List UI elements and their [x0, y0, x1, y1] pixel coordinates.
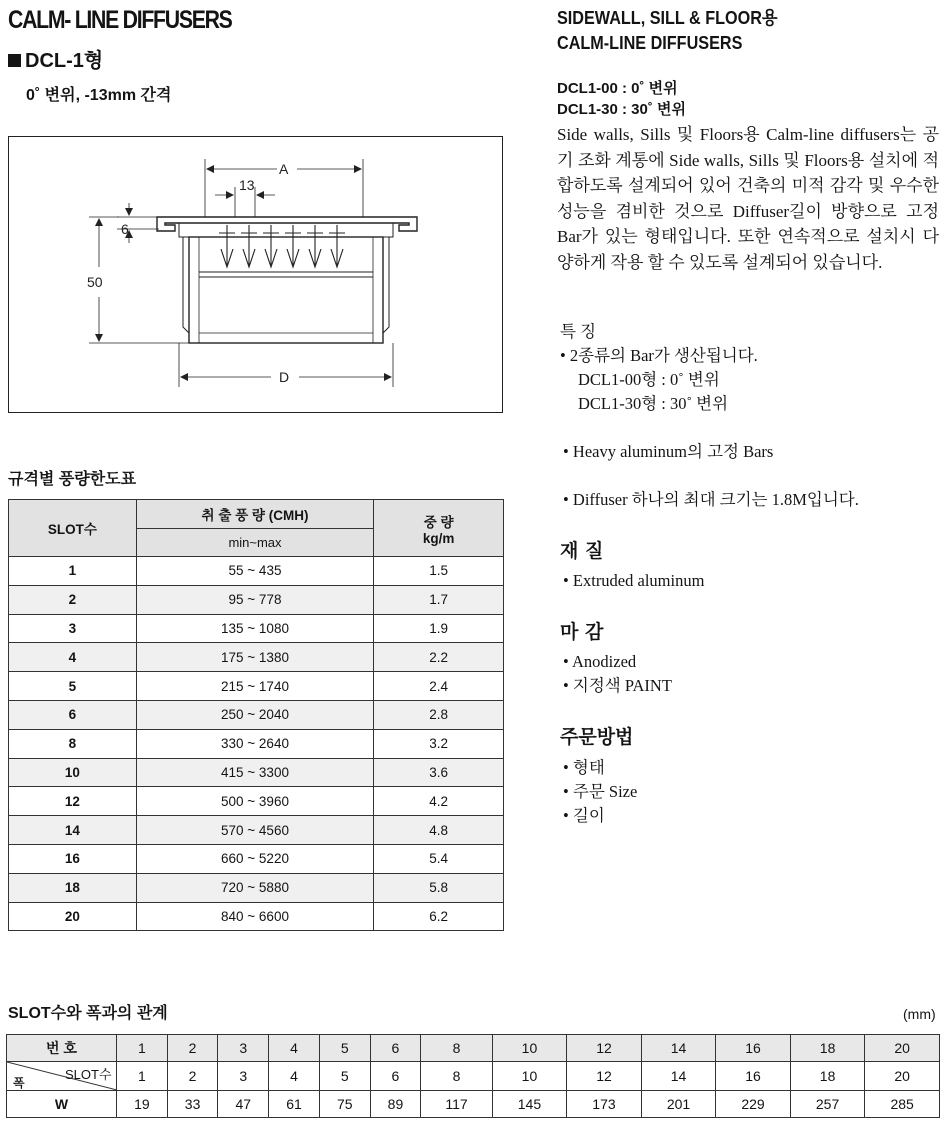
finish-list [563, 650, 672, 698]
width-table-unit: (mm) [903, 1006, 936, 1022]
number-cell: 12 [567, 1035, 642, 1062]
model-label: DCL-1형 [25, 50, 104, 72]
flow-cell: 215 ~ 1740 [136, 672, 374, 701]
table-row [9, 873, 504, 902]
number-cell: 3 [218, 1035, 269, 1062]
weight-cell: 2.2 [374, 643, 504, 672]
weight-cell: 4.2 [374, 787, 504, 816]
width-table [6, 1034, 940, 1118]
slot-count-cell: 4 [269, 1062, 320, 1091]
col-flow-subheader: min~max [136, 529, 374, 557]
width-table-row-number [7, 1035, 940, 1062]
model-30: DCL1-30 : 30˚ 변위 [557, 101, 687, 118]
flow-cell: 660 ~ 5220 [136, 844, 374, 873]
order-shape: • 형태 [563, 758, 605, 777]
width-cell: 285 [865, 1091, 940, 1118]
width-cell: 229 [716, 1091, 791, 1118]
width-table-row-w [7, 1091, 940, 1118]
table-row [9, 700, 504, 729]
slot-count-cell: 10 [492, 1062, 567, 1091]
section-diagram [8, 136, 503, 413]
order-size: • 주문 Size [563, 782, 638, 801]
slot-count-cell: 18 [790, 1062, 865, 1091]
number-cell: 20 [865, 1035, 940, 1062]
width-cell: 145 [492, 1091, 567, 1118]
material-item: • Extruded aluminum [563, 571, 705, 590]
right-title-line1: SIDEWALL, SILL & FLOOR용 [557, 8, 778, 28]
slot-count-cell: 8 [421, 1062, 492, 1091]
description: Side walls, Sills 및 Floors용 Calm-line diffusers는 공기 조화 계통에 Side walls, Sills 및 Floors용 설치에 적합하도록 설계되어 있어 건축의 미적 감각 및 우수한 성능을 겸비한 것으로 Diffuser길이 방향으로 고정 Bar가 있는 형태입니다. 또한 연속적으로 설치시 다양하게 작용 할 수 있도록 설계되어 있습니다. [557, 125, 939, 272]
table-row [9, 758, 504, 787]
width-table-row-slot [7, 1062, 940, 1091]
model-list [557, 78, 686, 120]
weight-cell: 3.6 [374, 758, 504, 787]
weight-cell: 1.5 [374, 557, 504, 586]
material-heading: 재 질 [560, 540, 604, 562]
table-row [9, 557, 504, 586]
width-cell: 47 [218, 1091, 269, 1118]
slot-cell: 3 [9, 614, 137, 643]
label-width: 폭 [13, 1076, 25, 1090]
dim-label-height: 50 [87, 274, 103, 290]
number-cell: 6 [370, 1035, 421, 1062]
flow-cell: 840 ~ 6600 [136, 902, 374, 931]
square-bullet-icon [8, 54, 21, 67]
order-length: • 길이 [563, 806, 605, 825]
flow-cell: 95 ~ 778 [136, 585, 374, 614]
number-cell: 5 [319, 1035, 370, 1062]
weight-cell: 5.4 [374, 844, 504, 873]
weight-cell: 1.9 [374, 614, 504, 643]
flow-table [8, 499, 504, 931]
number-cell: 18 [790, 1035, 865, 1062]
slot-cell: 18 [9, 873, 137, 902]
flow-cell: 415 ~ 3300 [136, 758, 374, 787]
col-weight-header [374, 500, 504, 557]
weight-cell: 1.7 [374, 585, 504, 614]
dim-label-a: A [279, 161, 289, 177]
flow-cell: 175 ~ 1380 [136, 643, 374, 672]
flow-cell: 250 ~ 2040 [136, 700, 374, 729]
weight-cell: 3.2 [374, 729, 504, 758]
weight-cell: 5.8 [374, 873, 504, 902]
features-section [560, 320, 758, 416]
col-slot-header: SLOT수 [9, 500, 137, 557]
col-weight-unit: kg/m [422, 530, 455, 546]
flow-cell: 500 ~ 3960 [136, 787, 374, 816]
table-row [9, 643, 504, 672]
slot-count-cell: 12 [567, 1062, 642, 1091]
width-cell: 173 [567, 1091, 642, 1118]
dim-label-d: D [279, 369, 290, 385]
width-cell: 19 [117, 1091, 168, 1118]
width-cell: 61 [269, 1091, 320, 1118]
table-row [9, 614, 504, 643]
label-slot: SLOT수 [65, 1067, 112, 1082]
slot-count-cell: 5 [319, 1062, 370, 1091]
order-heading: 주문방법 [560, 726, 634, 748]
number-cell: 14 [641, 1035, 716, 1062]
feature-bar-type-30: DCL1-30형 : 30˚ 변위 [578, 394, 729, 413]
order-list [563, 756, 637, 828]
width-cell: 257 [790, 1091, 865, 1118]
flow-table-body [9, 557, 504, 931]
flow-cell: 330 ~ 2640 [136, 729, 374, 758]
width-cell: 33 [167, 1091, 218, 1118]
weight-cell: 2.4 [374, 672, 504, 701]
feature-max-size: • Diffuser 하나의 최대 크기는 1.8M입니다. [563, 490, 859, 509]
flow-cell: 135 ~ 1080 [136, 614, 374, 643]
slot-cell: 2 [9, 585, 137, 614]
number-cell: 16 [716, 1035, 791, 1062]
right-title [557, 6, 778, 56]
model-heading [8, 44, 103, 73]
slot-cell: 8 [9, 729, 137, 758]
slot-cell: 16 [9, 844, 137, 873]
slot-count-cell: 20 [865, 1062, 940, 1091]
finish-heading: 마 감 [560, 621, 604, 643]
number-cell: 8 [421, 1035, 492, 1062]
slot-cell: 4 [9, 643, 137, 672]
table-row [9, 787, 504, 816]
slot-count-cell: 6 [370, 1062, 421, 1091]
slot-cell: 20 [9, 902, 137, 931]
table-row [9, 902, 504, 931]
number-cell: 1 [117, 1035, 168, 1062]
flow-cell: 55 ~ 435 [136, 557, 374, 586]
number-cell: 2 [167, 1035, 218, 1062]
feature-bar-type-00: DCL1-00형 : 0˚ 변위 [578, 370, 720, 389]
flow-cell: 570 ~ 4560 [136, 816, 374, 845]
width-cell: 117 [421, 1091, 492, 1118]
weight-cell: 2.8 [374, 700, 504, 729]
number-cell: 10 [492, 1035, 567, 1062]
width-table-title: SLOT수와 폭과의 관계 [8, 1005, 168, 1022]
right-title-line2: CALM-LINE DIFFUSERS [557, 33, 743, 53]
flow-table-title: 규격별 풍량한도표 [8, 471, 137, 488]
number-cell: 4 [269, 1035, 320, 1062]
slot-cell: 6 [9, 700, 137, 729]
table-row [9, 672, 504, 701]
finish-paint: • 지정색 PAINT [563, 676, 672, 695]
dim-label-lip: 6 [121, 221, 129, 237]
slot-cell: 1 [9, 557, 137, 586]
features-heading: 특 징 [560, 322, 597, 341]
finish-anodized: • Anodized [563, 652, 637, 671]
table-row [9, 729, 504, 758]
slot-count-cell: 14 [641, 1062, 716, 1091]
label-number: 번 호 [7, 1035, 117, 1062]
width-cell: 75 [319, 1091, 370, 1118]
slot-count-cell: 3 [218, 1062, 269, 1091]
table-row [9, 816, 504, 845]
model-00: DCL1-00 : 0˚ 변위 [557, 80, 678, 97]
table-row [9, 844, 504, 873]
slot-cell: 14 [9, 816, 137, 845]
slot-cell: 10 [9, 758, 137, 787]
label-width-slot [7, 1062, 117, 1091]
label-w: W [7, 1091, 117, 1118]
width-cell: 89 [370, 1091, 421, 1118]
dim-label-pitch: 13 [239, 177, 255, 193]
slot-cell: 5 [9, 672, 137, 701]
col-weight-label: 중 량 [423, 514, 454, 530]
slot-count-cell: 2 [167, 1062, 218, 1091]
model-spec: 0˚ 변위, -13mm 간격 [26, 87, 172, 104]
diffuser-section-drawing [9, 137, 504, 414]
flow-cell: 720 ~ 5880 [136, 873, 374, 902]
col-flow-header: 취 출 풍 량 (CMH) [136, 500, 374, 529]
weight-cell: 6.2 [374, 902, 504, 931]
feature-heavy-aluminum: • Heavy aluminum의 고정 Bars [563, 442, 774, 461]
table-row [9, 585, 504, 614]
feature-bar-types: • 2종류의 Bar가 생산됩니다. [560, 346, 758, 365]
page-title: CALM- LINE DIFFUSERS [8, 6, 232, 34]
width-cell: 201 [641, 1091, 716, 1118]
slot-count-cell: 1 [117, 1062, 168, 1091]
slot-cell: 12 [9, 787, 137, 816]
weight-cell: 4.8 [374, 816, 504, 845]
slot-count-cell: 16 [716, 1062, 791, 1091]
